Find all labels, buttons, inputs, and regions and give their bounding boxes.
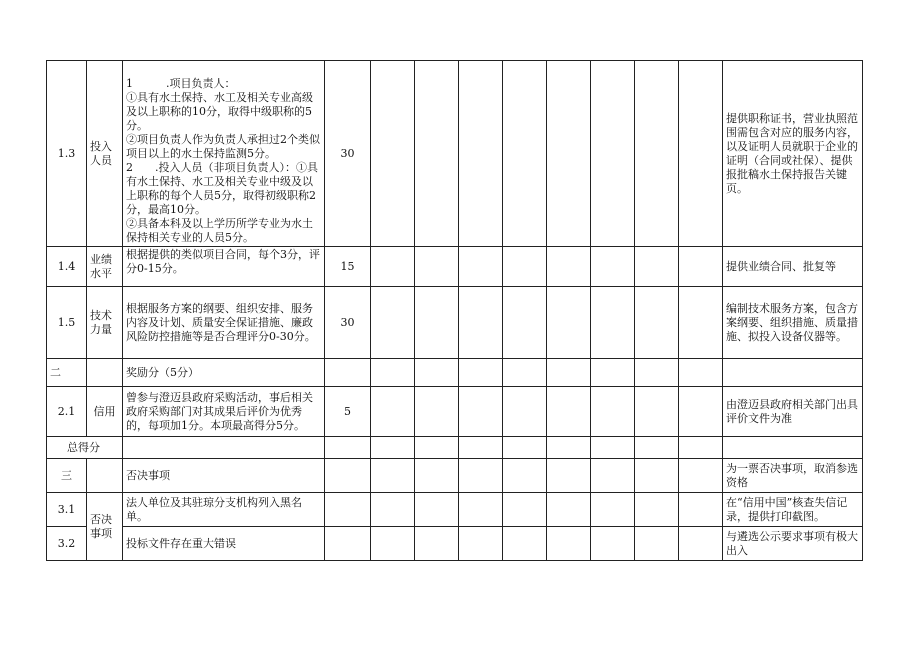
row-number: 1.3 (47, 61, 87, 247)
criteria-cell: 根据服务方案的纲要、组织安排、服务内容及计划、质量安全保证措施、廉政风险防控措施等是否合理评分0-30分。 (123, 287, 325, 359)
score-cell: 5 (325, 387, 371, 437)
note-cell: 由澄迈县政府相关部门出具评价文件为准 (723, 387, 863, 437)
note-cell: 编制技术服务方案，包含方案纲要、组织措施、质量措施、拟投入设备仪器等。 (723, 287, 863, 359)
criteria-line: 2 .投入人员（非项目负责人）：①具有水土保持、水工及相关专业中级及以上职称的每个人员5分，取得初级职称2分，最高10分。 (126, 161, 318, 216)
total-row (47, 437, 863, 459)
row-number: 2.1 (47, 387, 87, 437)
item-name: 技术力量 (87, 287, 123, 359)
item-name: 投入人员 (87, 61, 123, 247)
criteria-cell: 曾参与澄迈县政府采购活动，事后相关政府采购部门对其成果后评价为优秀的，每项加1分。本项最高得分5分。 (123, 387, 325, 437)
item-name: 信用 (87, 387, 123, 437)
section-title: 否决事项 (123, 459, 325, 493)
row-number: 3.2 (47, 527, 87, 561)
section-row (47, 459, 863, 493)
item-name: 业绩水平 (87, 247, 123, 287)
score-cell: 30 (325, 287, 371, 359)
section-number: 二 (47, 359, 87, 387)
row-number: 1.5 (47, 287, 87, 359)
total-label: 总得分 (47, 437, 123, 459)
criteria-cell (123, 61, 325, 247)
item-name: 否决事项 (87, 493, 123, 561)
section-row (47, 359, 863, 387)
criteria-line: ②项目负责人作为负责人承担过2个类似项目以上的水土保持监测5分。 (126, 133, 320, 160)
table-row (47, 61, 863, 247)
table-row (47, 287, 863, 359)
row-number: 3.1 (47, 493, 87, 527)
note-cell: 为一票否决事项，取消参选资格 (723, 459, 863, 493)
score-cell: 15 (325, 247, 371, 287)
row-number: 1.4 (47, 247, 87, 287)
score-cell: 30 (325, 61, 371, 247)
table-row (47, 527, 863, 561)
criteria-line: ②具备本科及以上学历所学专业为水土保持相关专业的人员5分。 (126, 217, 313, 244)
section-number: 三 (47, 459, 87, 493)
note-cell: 与遴选公示要求事项有极大出入 (723, 527, 863, 561)
criteria-line: 1 .项目负责人： (126, 77, 236, 90)
note-cell: 提供职称证书，营业执照范围需包含对应的服务内容，以及证明人员就职于企业的证明（合同或社保）、提供报批稿水土保持报告关键页。 (723, 61, 863, 247)
note-cell: 提供业绩合同、批复等 (723, 247, 863, 287)
note-cell: 在“信用中国”核查失信记录，提供打印截图。 (723, 493, 863, 527)
criteria-cell: 投标文件存在重大错误 (123, 527, 325, 561)
table-row (47, 387, 863, 437)
criteria-cell: 法人单位及其驻琼分支机构列入黑名单。 (123, 493, 325, 527)
table-row (47, 247, 863, 287)
scoring-table (46, 60, 863, 561)
table-row (47, 493, 863, 527)
criteria-cell: 根据提供的类似项目合同，每个3分，评分0-15分。 (123, 247, 325, 287)
criteria-line: ①具有水土保持、水工及相关专业高级及以上职称的10分，取得中级职称的5分。 (126, 91, 313, 132)
section-title: 奖励分（5分） (123, 359, 325, 387)
